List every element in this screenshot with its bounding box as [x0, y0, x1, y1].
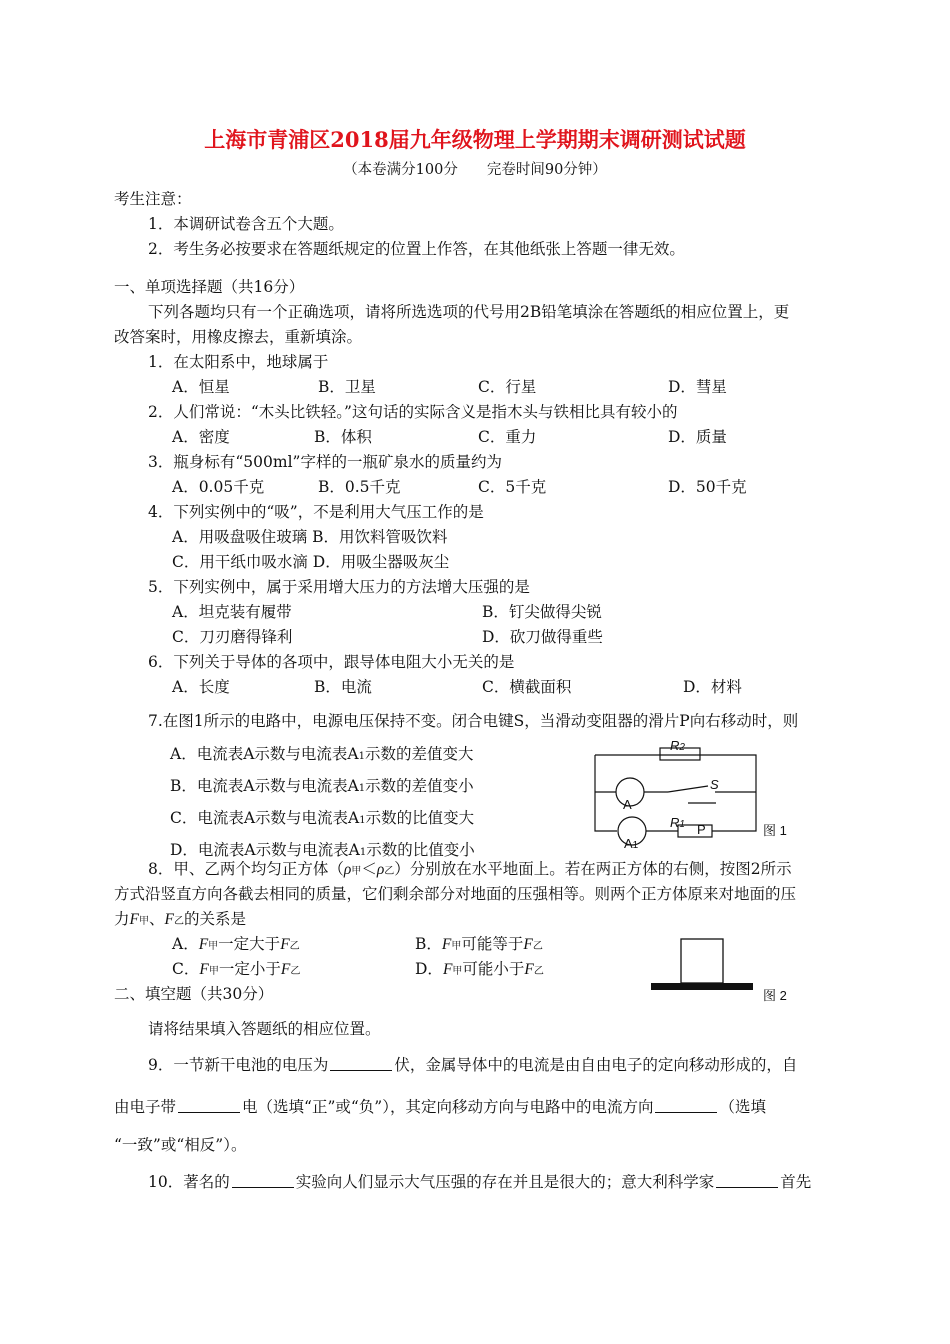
option: B．钉尖做得尖锐 — [482, 603, 602, 621]
option: A．恒星 — [172, 378, 230, 396]
answer-blank — [655, 1098, 717, 1113]
cube-diagram — [650, 935, 760, 995]
answer-blank — [330, 1056, 392, 1071]
option: C．电流表A示数与电流表A1示数的比值变大 — [170, 809, 475, 827]
option: C．重力 — [478, 428, 537, 446]
answer-blank — [716, 1173, 778, 1188]
option: A．电流表A示数与电流表A1示数的差值变大 — [170, 745, 474, 763]
option: A．F甲一定大于F乙 — [172, 935, 300, 953]
option: B．电流 — [314, 678, 372, 696]
question-1-stem: 1．在太阳系中，地球属于 — [148, 353, 329, 371]
switch-label: S — [710, 777, 719, 792]
option: C．F甲一定小于F乙 — [172, 960, 301, 978]
option: B．体积 — [314, 428, 372, 446]
page-subtitle: （本卷满分100分 完卷时间90分钟） — [343, 162, 607, 178]
option: C．行星 — [478, 378, 537, 396]
question-9-line: 由电子带 电（选填“正”或“负”），其定向移动方向与电路中的电流方向 （选填 — [114, 1098, 766, 1116]
option: D．彗星 — [668, 378, 727, 396]
question-4-stem: 4．下列实例中的“吸”，不是利用大气压工作的是 — [148, 503, 484, 521]
option: D．F甲可能小于F乙 — [415, 960, 544, 978]
question-3-stem: 3．瓶身标有“500ml”字样的一瓶矿泉水的质量约为 — [148, 453, 502, 471]
option: C．5千克 — [478, 478, 547, 496]
question-2-stem: 2．人们常说：“木头比铁轻。”这句话的实际含义是指木头与铁相比具有较小的 — [148, 403, 678, 421]
notice-heading: 考生注意： — [114, 190, 192, 208]
option: C．用干纸巾吸水滴 D．用吸尘器吸灰尘 — [172, 553, 450, 571]
question-9-line: “一致”或“相反”）。 — [114, 1136, 247, 1154]
section1-intro: 改答案时，用橡皮擦去，重新填涂。 — [114, 328, 363, 346]
question-8-line: 力F甲、F乙的关系是 — [114, 910, 246, 928]
question-6-stem: 6．下列关于导体的各项中，跟导体电阻大小无关的是 — [148, 653, 515, 671]
question-9-line: 9．一节新干电池的电压为 伏，金属导体中的电流是由自由电子的定向移动形成的，自 — [148, 1056, 798, 1074]
figure-1-caption: 图 1 — [763, 823, 787, 838]
figure-2-caption: 图 2 — [763, 988, 787, 1003]
answer-blank — [178, 1098, 240, 1113]
switch-s — [668, 786, 708, 792]
option: D．砍刀做得重些 — [482, 628, 603, 646]
section1-intro: 下列各题均只有一个正确选项，请将所选选项的代号用2B铅笔填涂在答题纸的相应位置上，更 — [148, 303, 790, 321]
question-8-line: 方式沿竖直方向各截去相同的质量，它们剩余部分对地面的压强相等。则两个正方体原来对地面的压 — [114, 885, 797, 903]
section2-heading: 二、填空题（共30分） — [114, 985, 274, 1003]
option: C．横截面积 — [482, 678, 572, 696]
option: A．0.05千克 — [172, 478, 265, 496]
answer-blank — [232, 1173, 294, 1188]
option: A．密度 — [172, 428, 230, 446]
r1-label: R1 — [670, 815, 685, 830]
question-5-stem: 5．下列实例中，属于采用增大压力的方法增大压强的是 — [148, 578, 530, 596]
question-10-line: 10．著名的 实验向人们显示大气压强的存在并且是很大的；意大利科学家 首先 — [148, 1173, 812, 1191]
option: B．F甲可能等于F乙 — [415, 935, 543, 953]
section1-heading: 一、单项选择题（共16分） — [114, 278, 305, 296]
r2-label: R2 — [670, 738, 685, 753]
page-title: 上海市青浦区2018届九年级物理上学期期末调研测试试题 — [204, 127, 746, 152]
option: B．卫星 — [318, 378, 376, 396]
option: D．材料 — [683, 678, 742, 696]
section2-intro: 请将结果填入答题纸的相应位置。 — [148, 1020, 381, 1038]
option: D．50千克 — [668, 478, 747, 496]
ammeter-a-label: A — [623, 797, 632, 812]
option: A．长度 — [172, 678, 230, 696]
option: A．坦克装有履带 — [172, 603, 292, 621]
option: D．电流表A示数与电流表A1示数的比值变小 — [170, 841, 475, 859]
notice-item: 1．本调研试卷含五个大题。 — [148, 215, 344, 233]
slider-p-label: P — [697, 822, 706, 837]
option: A．用吸盘吸住玻璃 B．用饮料管吸饮料 — [172, 528, 448, 546]
option: C．刀刃磨得锋利 — [172, 628, 293, 646]
option: B．0.5千克 — [318, 478, 401, 496]
ammeter-a1-label: A1 — [624, 836, 639, 851]
option: D．质量 — [668, 428, 727, 446]
ground — [651, 983, 753, 990]
circuit-wire — [595, 755, 617, 831]
option: B．电流表A示数与电流表A1示数的差值变小 — [170, 777, 474, 795]
notice-item: 2．考生务必按要求在答题纸规定的位置上作答，在其他纸张上答题一律无效。 — [148, 240, 685, 258]
question-8-line: 8．甲、乙两个均匀正方体（ρ甲＜ρ乙）分别放在水平地面上。若在两正方体的右侧，按图2所示 — [148, 860, 792, 878]
question-7-stem: 7.在图1所示的电路中，电源电压保持不变。闭合电键S，当滑动变阻器的滑片P向右移动时，则 — [148, 712, 799, 730]
cube — [681, 939, 723, 983]
